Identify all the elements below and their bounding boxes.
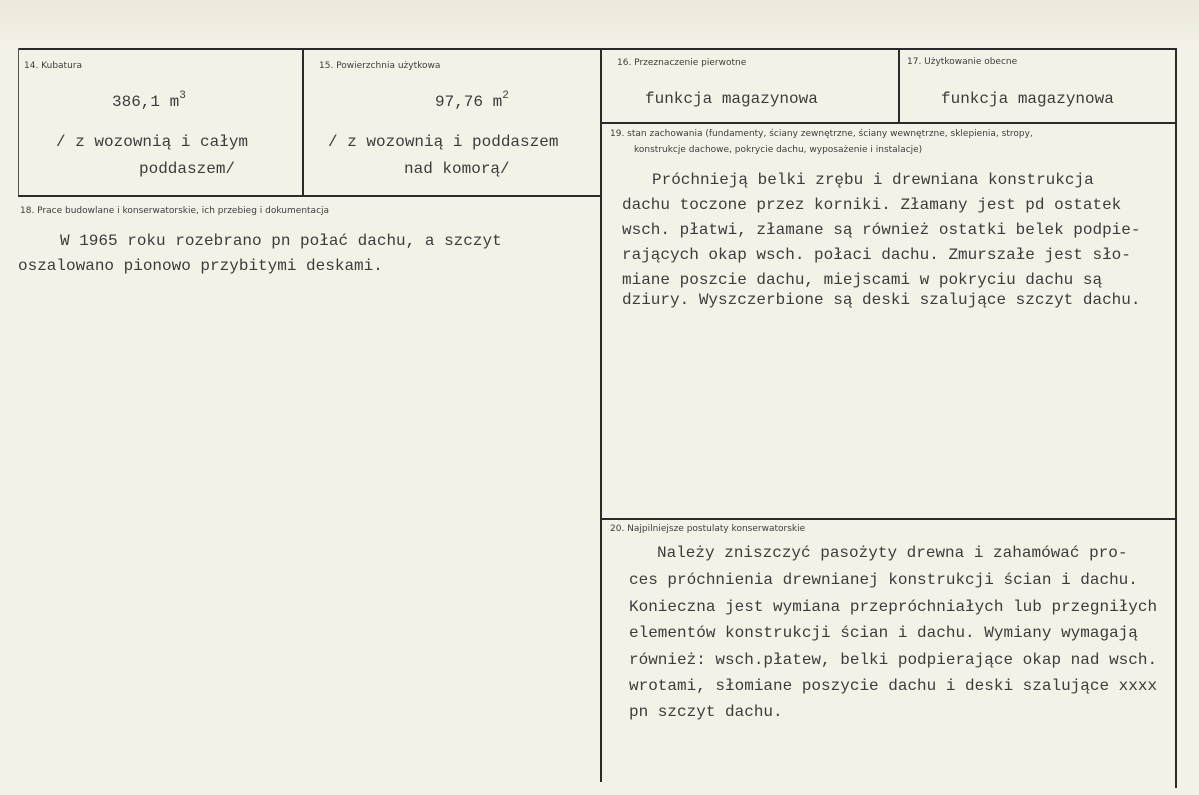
stan-line3: wsch. płatwi, złamane są również ostatki belek podpie-: [622, 221, 1141, 239]
stan-line2: dachu toczone przez korniki. Złamany jest pd ostatek: [622, 196, 1122, 214]
prace-label: 18. Prace budowlane i konserwatorskie, ich przebieg i dokumentacja: [20, 206, 330, 216]
prace-line1: W 1965 roku rozebrano pn połać dachu, a szczyt: [60, 232, 502, 250]
kubatura-number: 386,1 m: [112, 93, 180, 111]
postulaty-label: 20. Najpilniejsze postulaty konserwatorskie: [610, 524, 806, 534]
postulaty-line2: ces próchnienia drewnianej konstrukcji ścian i dachu.: [629, 571, 1138, 589]
rule-under-19: [600, 518, 1177, 520]
powierzchnia-note-line2: nad komorą/: [404, 160, 510, 178]
postulaty-line6: wrotami, słomiane poszycie dachu i deski szalujące xxxx: [629, 677, 1158, 695]
kubatura-note-line1: / z wozownią i całym: [56, 133, 249, 151]
przeznaczenie-value: funkcja magazynowa: [645, 90, 818, 108]
kubatura-value: [112, 90, 186, 111]
stan-zachowania-label: 19. stan zachowania (fundamenty, ściany zewnętrzne, ściany wewnętrzne, sklepienia, stropy,: [610, 129, 1033, 139]
stan-line1: Próchnieją belki zrębu i drewniana konstrukcja: [652, 171, 1094, 189]
powierzchnia-exponent: 2: [502, 90, 509, 102]
stan-line4: rających okap wsch. połaci dachu. Zmurszałe jest sło-: [622, 246, 1131, 264]
rule-under-14-15: [18, 195, 602, 197]
kubatura-note-line2: poddaszem/: [139, 160, 236, 178]
uzytkowanie-value: funkcja magazynowa: [941, 90, 1114, 108]
divider-15-16: [600, 50, 602, 782]
left-rule: [18, 48, 19, 196]
prace-line2: oszalowano pionowo przybitymi deskami.: [18, 257, 383, 275]
divider-14-15: [302, 50, 304, 196]
card-top-margin: [0, 0, 1199, 48]
przeznaczenie-label: 16. Przeznaczenie pierwotne: [617, 58, 747, 68]
postulaty-line7: pn szczyt dachu.: [629, 703, 783, 721]
stan-line5: miane poszcie dachu, miejscami w pokryciu dachu są: [622, 271, 1103, 289]
divider-16-17: [898, 50, 900, 122]
powierzchnia-value: [435, 90, 509, 111]
postulaty-line1: Należy zniszczyć pasożyty drewna i zahamówać pro-: [657, 544, 1128, 562]
powierzchnia-label: 15. Powierzchnia użytkowa: [319, 61, 441, 71]
kubatura-label: 14. Kubatura: [24, 61, 83, 71]
postulaty-line3: Konieczna jest wymiana przepróchniałych lub przegniłych: [629, 598, 1158, 616]
stan-line6: dziury. Wyszczerbione są deski szalujące szczyt dachu.: [622, 291, 1141, 309]
right-rule: [1175, 48, 1177, 788]
powierzchnia-note-line1: / z wozownią i poddaszem: [328, 133, 559, 151]
kubatura-exponent: 3: [179, 90, 186, 102]
top-rule: [18, 48, 1177, 50]
rule-under-16-17: [600, 122, 1177, 124]
postulaty-line5: również: wsch.płatew, belki podpierające okap nad wsch.: [629, 651, 1158, 669]
powierzchnia-number: 97,76 m: [435, 93, 503, 111]
postulaty-line4: elementów konstrukcji ścian i dachu. Wymiany wymagają: [629, 624, 1138, 642]
stan-zachowania-label-cont: konstrukcje dachowe, pokrycie dachu, wyposażenie i instalacje): [634, 145, 923, 155]
uzytkowanie-label: 17. Użytkowanie obecne: [907, 57, 1018, 67]
